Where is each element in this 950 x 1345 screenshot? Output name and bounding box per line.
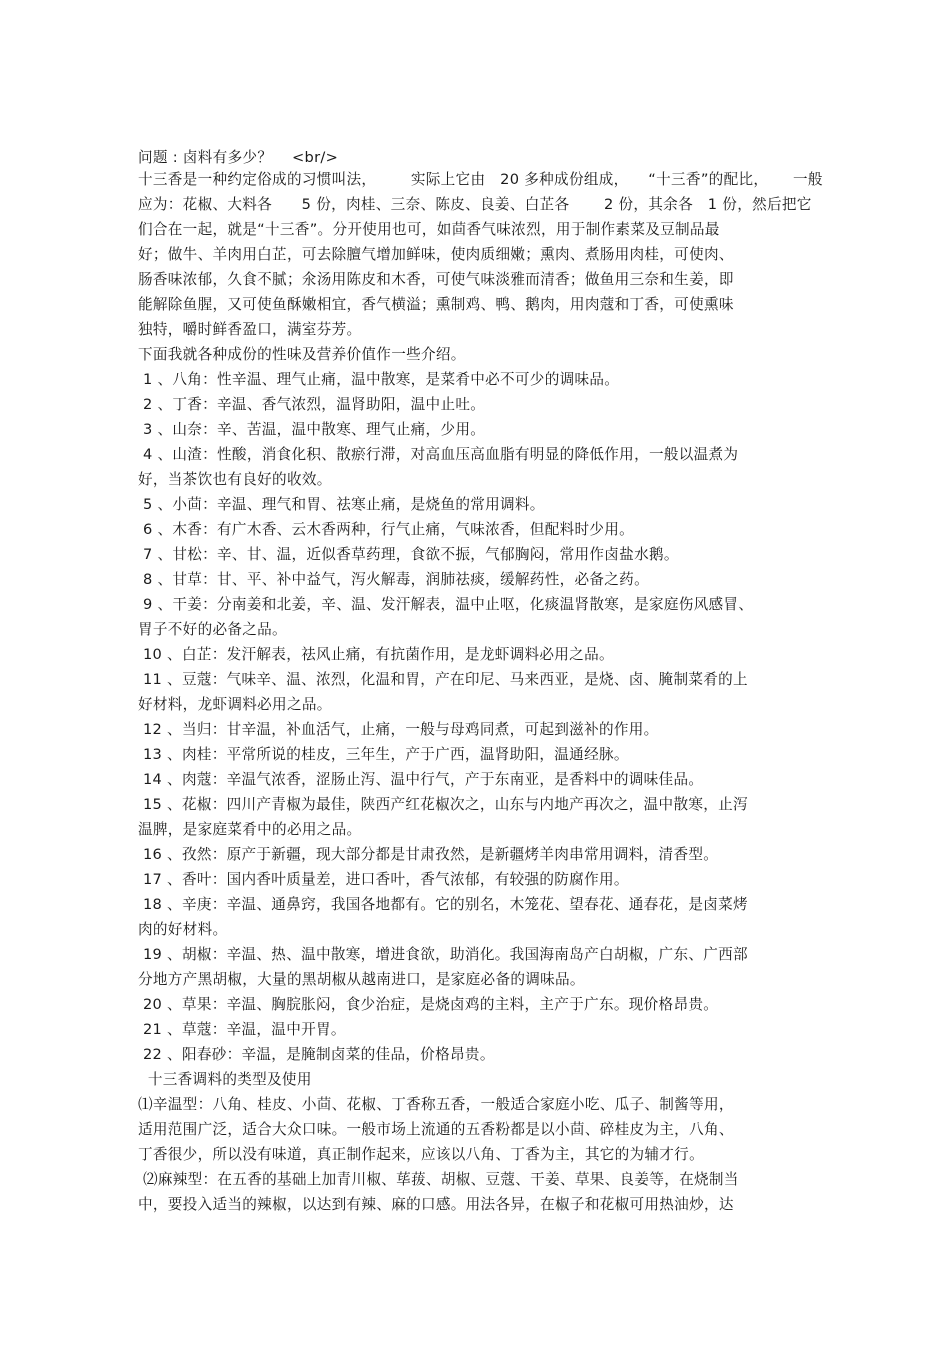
text-line: 20 、草果：辛温、胸脘胀闷，食少治症，是烧卤鸡的主料，主产于广东。现价格昂贵。 xyxy=(138,996,719,1013)
text-line: 10 、白芷：发汗解表，祛风止痛，有抗菌作用，是龙虾调料必用之品。 xyxy=(138,646,614,663)
text-line: 应为：花椒、大料各 5 份，肉桂、三奈、陈皮、良姜、白芷各 2 份，其余各 1 份，然后把它 xyxy=(138,196,812,213)
text-line: 15 、花椒：四川产青椒为最佳，陕西产红花椒次之，山东与内地产再次之，温中散寒，止泻 xyxy=(138,796,748,813)
text-line: 十三香是一种约定俗成的习惯叫法， 实际上它由 20 多种成份组成， “十三香”的配比， 一般 xyxy=(138,171,823,188)
text-line: 温脾，是家庭菜肴中的必用之品。 xyxy=(138,821,362,838)
text-line: 5 、小茴：辛温、理气和胃、祛寒止痛，是烧鱼的常用调料。 xyxy=(138,496,545,513)
text-line: 17 、香叶：国内香叶质量差，进口香叶，香气浓郁，有较强的防腐作用。 xyxy=(138,871,629,888)
text-line: ⑴辛温型：八角、桂皮、小茴、花椒、丁香称五香，一般适合家庭小吃、瓜子、制酱等用， xyxy=(138,1096,734,1113)
text-line: 问题 : 卤料有多少？ <br/> xyxy=(138,149,339,166)
text-line: 21 、草蔻：辛温，温中开胃。 xyxy=(138,1021,346,1038)
text-line: 丁香很少，所以没有味道，真正制作起来，应该以八角、丁香为主，其它的为辅才行。 xyxy=(138,1146,704,1163)
text-line: 中，要投入适当的辣椒，以达到有辣、麻的口感。用法各异，在椒子和花椒可用热油炒，达 xyxy=(138,1196,734,1213)
text-line: 们合在一起，就是“十三香”。分开使用也可，如茴香气味浓烈，用于制作素菜及豆制品最 xyxy=(138,221,720,238)
text-line: 能解除鱼腥，又可使鱼酥嫩相宜，香气横溢；熏制鸡、鸭、鹅肉，用肉蔻和丁香，可使熏味 xyxy=(138,296,734,313)
text-line: 9 、干姜：分南姜和北姜，辛、温、发汗解表，温中止呕，化痰温肾散寒，是家庭伤风感冒、 xyxy=(138,596,754,613)
text-line: 肉的好材料。 xyxy=(138,921,228,938)
text-line: 肠香味浓郁，久食不腻；氽汤用陈皮和木香，可使气味淡雅而清香；做鱼用三奈和生姜，即 xyxy=(138,271,734,288)
text-line: 好材料，龙虾调料必用之品。 xyxy=(138,696,332,713)
text-line: ⑵麻辣型：在五香的基础上加青川椒、荜菝、胡椒、豆蔻、干姜、草果、良姜等，在烧制当 xyxy=(138,1171,739,1188)
text-line: 1 、八角：性辛温、理气止痛，温中散寒，是菜肴中必不可少的调味品。 xyxy=(138,371,620,388)
text-line: 11 、豆蔻：气味辛、温、浓烈，化温和胃，产在印尼、马来西亚，是烧、卤、腌制菜肴的上 xyxy=(138,671,748,688)
text-line: 13 、肉桂：平常所说的桂皮，三年生，产于广西，温肾助阳，温通经脉。 xyxy=(138,746,629,763)
text-line: 7 、甘松：辛、甘、温，近似香草药理，食欲不振，气郁胸闷，常用作卤盐水鹅。 xyxy=(138,546,679,563)
text-line: 好；做牛、羊肉用白芷，可去除膻气增加鲜味，使肉质细嫩；熏肉、煮肠用肉桂，可使肉、 xyxy=(138,246,734,263)
text-line: 2 、丁香：辛温、香气浓烈，温肾助阳，温中止吐。 xyxy=(138,396,486,413)
text-line: 8 、甘草：甘、平、补中益气，泻火解毒，润肺祛痰，缓解药性，必备之药。 xyxy=(138,571,649,588)
text-line: 胃子不好的必备之品。 xyxy=(138,621,287,638)
text-line: 适用范围广泛，适合大众口味。一般市场上流通的五香粉都是以小茴、碎桂皮为主，八角、 xyxy=(138,1121,734,1138)
text-line: 6 、木香：有广木香、云木香两种，行气止痛，气味浓香，但配料时少用。 xyxy=(138,521,635,538)
text-line: 3 、山奈：辛、苦温，温中散寒、理气止痛，少用。 xyxy=(138,421,486,438)
text-line: 独特，嚼时鲜香盈口，满室芬芳。 xyxy=(138,321,362,338)
text-line: 十三香调料的类型及使用 xyxy=(138,1071,312,1088)
text-line: 12 、当归：甘辛温，补血活气，止痛，一般与母鸡同煮，可起到滋补的作用。 xyxy=(138,721,659,738)
text-line: 分地方产黑胡椒，大量的黑胡椒从越南进口，是家庭必备的调味品。 xyxy=(138,971,585,988)
text-line: 16 、孜然：原产于新疆，现大部分都是甘肃孜然，是新疆烤羊肉串常用调料，清香型。 xyxy=(138,846,719,863)
text-line: 4 、山渣：性酸，消食化积、散瘀行滞，对高血压高血脂有明显的降低作用，一般以温煮为 xyxy=(138,446,739,463)
text-line: 19 、胡椒：辛温、热、温中散寒，增进食欲，助消化。我国海南岛产白胡椒，广东、广西部 xyxy=(138,946,748,963)
text-line: 22 、阳春砂：辛温，是腌制卤菜的佳品，价格昂贵。 xyxy=(138,1046,495,1063)
text-line: 下面我就各种成份的性味及营养价值作一些介绍。 xyxy=(138,346,466,363)
text-line: 18 、辛庚：辛温、通鼻窍，我国各地都有。它的别名，木笼花、望春花、通春花，是卤菜烤 xyxy=(138,896,748,913)
text-line: 好，当茶饮也有良好的收效。 xyxy=(138,471,332,488)
text-line: 14 、肉蔻：辛温气浓香，涩肠止泻、温中行气，产于东南亚，是香料中的调味佳品。 xyxy=(138,771,704,788)
